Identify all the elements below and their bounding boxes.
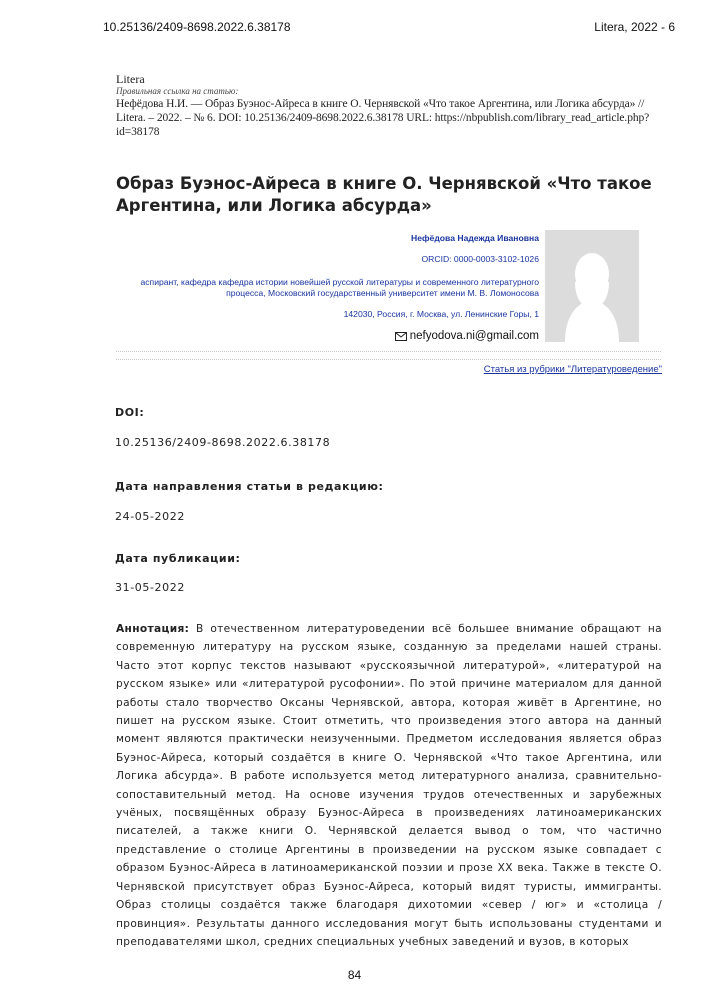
author-email-text[interactable]: nefyodova.ni@gmail.com [409, 330, 539, 342]
avatar-placeholder-icon [545, 230, 639, 342]
divider [116, 359, 661, 360]
citation-text: Нефёдова Н.И. — Образ Буэнос-Айреса в книге О. Чернявской «Что такое Аргентина, или Логика абсурда» // Litera. – 2022. – № 6. DOI: 10.25136/2409-8698.2022.6.38178 URL: https://nbpublish.com/library_read_article.php?id=38178 [116, 98, 650, 138]
author-orcid: ORCID: 0000-0003-3102-1026 [421, 254, 539, 264]
author-photo [545, 230, 639, 342]
header-journal-issue: Litera, 2022 - 6 [594, 20, 675, 34]
published-value: 31-05-2022 [115, 581, 185, 594]
page-number: 84 [347, 968, 362, 982]
author-email [395, 330, 539, 342]
abstract-text: В отечественном литературоведении всё большее внимание обращают на современную литературу на русском языке, созданную за пределами нашей страны. Часто этот корпус текстов называют «русскоязычной литературой», «литературой на русском языке» или «литературой русофонии». По этой причине материалом для данной работы стало творчество Оксаны Чернявской, автора, которая живёт в Аргентине, но пишет на русском языке. Стоит отметить, что произведения этого автора на данный момент являются практически неизученными. Предметом исследования является образ Буэнос-Айреса, который создаётся в книге О. Чернявской «Что такое Аргентина, или Логика абсурда». В работе используется метод литературного анализа, сравнительно-сопоставительный метод. На основе изучения трудов отечественных и зарубежных учёных, посвящённых образу Буэнос-Айреса в произведениях латиноамериканских писателей, а также книги О. Чернявской делается вывод о том, что частично представление о столице Аргентины в произведении на русском языке совпадает с образом Буэнос-Айреса в латиноамериканской поэзии и прозе XX века. Также в тексте О. Чернявской присутствует образ Буэнос-Айреса, который видят туристы, иммигранты. Образ столицы создаётся также благодаря дихотомии «север / юг» и «столица / провинция». Результаты данного исследования могут быть использованы студентами и преподавателями школ, средних специальных учебных заведений и вузов, в которых [116, 623, 662, 948]
citation-block [116, 72, 661, 139]
published-label: Дата публикации: [115, 552, 241, 565]
submitted-value: 24-05-2022 [115, 510, 185, 523]
submitted-label: Дата направления статьи в редакцию: [115, 480, 384, 493]
header-doi: 10.25136/2409-8698.2022.6.38178 [103, 20, 291, 34]
rubric-link[interactable]: Статья из рубрики "Литературоведение" [483, 364, 662, 375]
abstract-label: Аннотация: [116, 623, 190, 635]
envelope-icon [395, 332, 407, 341]
divider [116, 351, 661, 352]
author-affiliation: аспирант, кафедра кафедра истории новейшей русской литературы и современного литературного процесса, Московский государственный университет имени М. В. Ломоносова [140, 277, 539, 298]
doi-value: 10.25136/2409-8698.2022.6.38178 [115, 436, 331, 449]
citation-journal: Litera [116, 72, 145, 86]
author-address: 142030, Россия, г. Москва, ул. Ленинские Горы, 1 [343, 309, 539, 319]
abstract [116, 620, 662, 951]
author-name: Нефёдова Надежда Ивановна [411, 233, 539, 243]
citation-label: Правильная ссылка на статью: [116, 86, 239, 96]
doi-label: DOI: [115, 406, 145, 419]
article-title: Образ Буэнос-Айреса в книге О. Чернявской «Что такое Аргентина, или Логика абсурда» [116, 174, 652, 215]
